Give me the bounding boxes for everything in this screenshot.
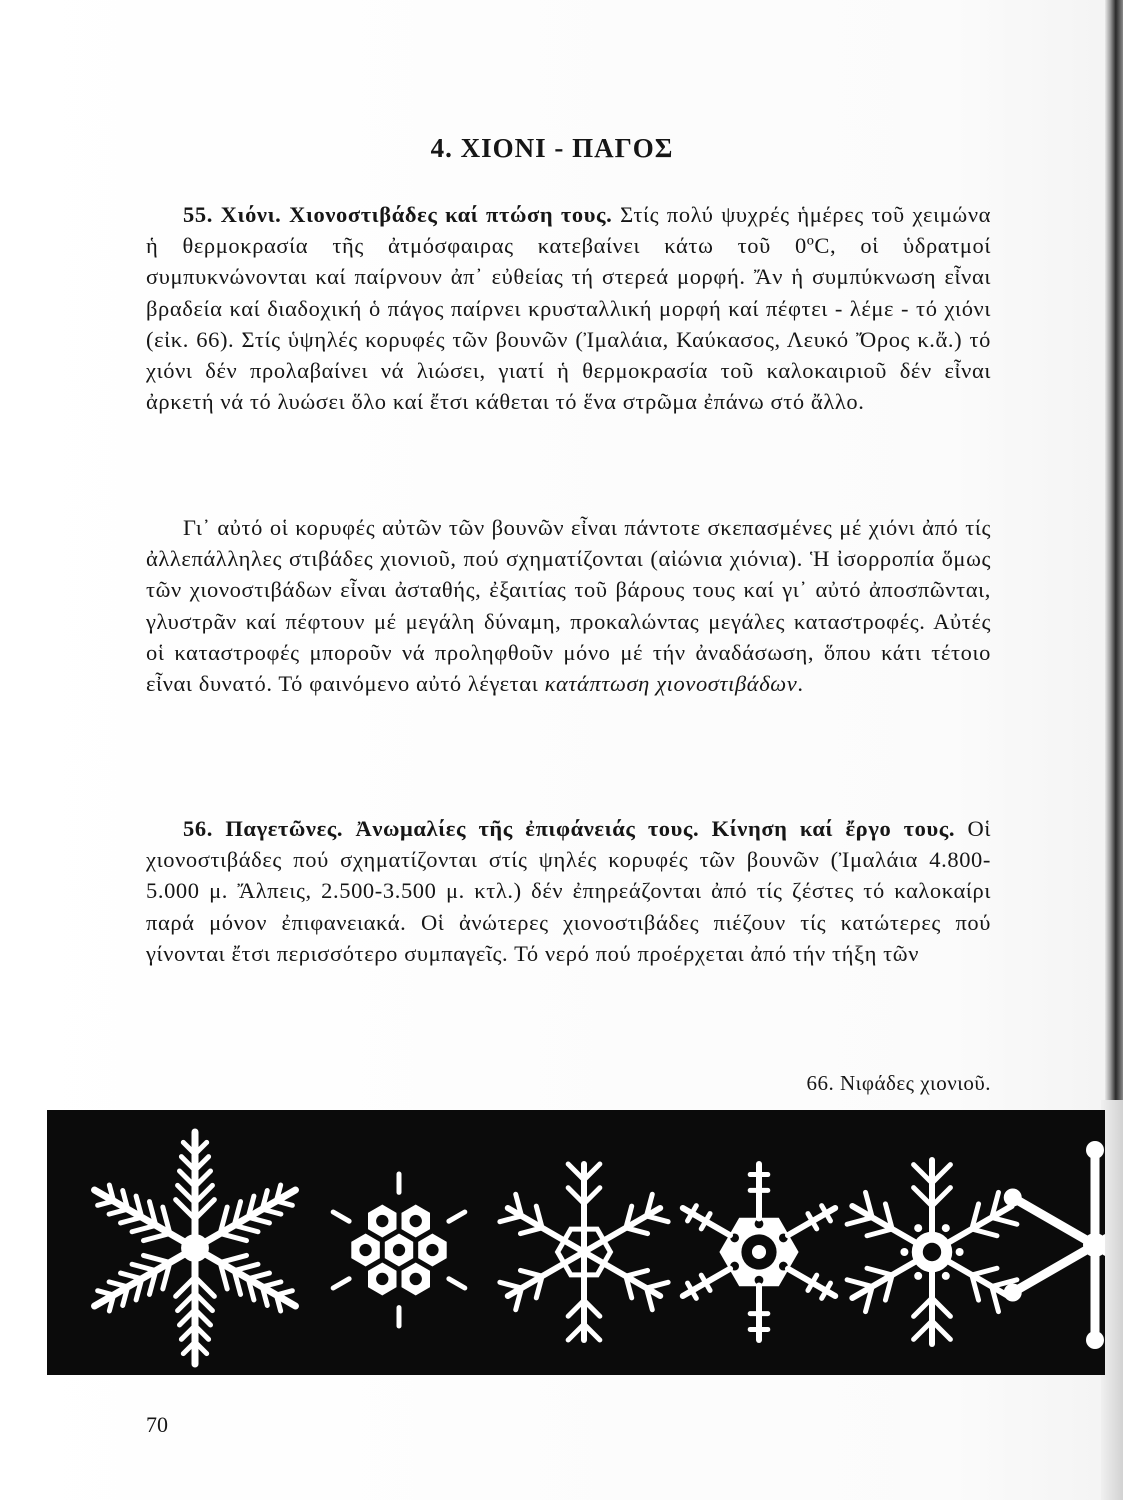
- section-55-text: Στίς πολύ ψυχρές ἡμέρες τοῦ χειμώνα ἡ θερμοκρασία τῆς ἀτμόσφαιρας κατεβαίνει κάτω τοῦ 0ºC, οἱ ὑδρατμοί συμπυκνώνονται καί παίρνουν ἀπ᾽ εὐθείας τή στερεά μορφή. Ἄν ἡ συμπύκνωση εἶναι βραδεία καί διαδοχική ὁ πάγος παίρνει κρυσταλλική μορφή καί πέφτει - λέμε - τό χιόνι (εἰκ. 66). Στίς ὑψηλές κορυφές τῶν βουνῶν (Ἰμαλάια, Καύκασος, Λευκό Ὄρος κ.ἄ.) τό χιόνι δέν προλαβαίνει νά λιώσει, γιατί ἡ θερμοκρασία τοῦ καλοκαιριοῦ δέν εἶναι ἀρκετή νά τό λυώσει ὅλο καί ἔτσι κάθεται τό ἕνα στρῶμα ἐπάνω στό ἄλλο.: [146, 202, 991, 415]
- figure-caption: 66. Νιφάδες χιονιοῦ.: [806, 1071, 991, 1095]
- snowflake-1-fern-dendrite: [95, 1132, 296, 1364]
- snowflake-figure: [47, 1110, 1105, 1375]
- paragraph-2-end: .: [797, 671, 804, 697]
- snowflake-6-simple-star-partial: [1004, 1141, 1105, 1349]
- snowflake-5-dotted-stellar: [847, 1160, 1017, 1344]
- section-56-paragraph: [146, 813, 991, 969]
- snowflake-4-sectored-plate: [683, 1164, 835, 1340]
- section-56-text: Οἱ χιονοστιβάδες πού σχηματίζονται στίς ψηλές κορυφές τῶν βουνῶν (Ἰμαλάια 4.800-5.000 μ. Ἄλπεις, 2.500-3.500 μ. κτλ.) δέν ἐπηρεάζονται ἀπό τίς ζέστες τό καλοκαίρι παρά μόνον ἐπιφανειακά. Οἱ ἀνώτερες χιονοστιβάδες πιέζουν τίς κατώτερες πού γίνονται ἔτσι περισσότερο συμπαγεῖς. Τό νερό πού προέρχεται ἀπό τήν τήξη τῶν: [146, 816, 991, 966]
- section-55-heading: Χιόνι. Χιονοστιβάδες καί πτώση τους.: [220, 202, 613, 227]
- paragraph-2: [146, 512, 991, 699]
- snowflake-3-stellar-dendrite: [500, 1164, 668, 1340]
- snowflake-illustration: [47, 1110, 1105, 1375]
- section-56-number: 56.: [183, 816, 213, 841]
- snowflake-2-hexagonal-plates: [333, 1174, 465, 1326]
- section-55-number: 55.: [183, 202, 213, 227]
- page-edge-shadow: [1105, 0, 1123, 1100]
- page-number: 70: [146, 1412, 168, 1437]
- section-56-heading: Παγετῶνες. Ἀνωμαλίες τῆς ἐπιφάνειάς τους. Κίνηση καί ἔργο τους.: [225, 816, 956, 841]
- paragraph-2-emphasis: κατάπτωση χιονοστιβάδων: [544, 671, 798, 697]
- section-55-paragraph: [146, 199, 991, 417]
- paragraph-2-text: Γι᾽ αὐτό οἱ κορυφές αὐτῶν τῶν βουνῶν εἶναι πάντοτε σκεπασμένες μέ χιόνι ἀπό τίς ἀλλεπάλληλες στιβάδες χιονιοῦ, πού σχηματίζονται (αἰώνια χιόνια). Ἡ ἰσορροπία ὅμως τῶν χιονοστιβάδων εἶναι ἀσταθής, ἐξαιτίας τοῦ βάρους τους καί γι᾽ αὐτό ἀποσπῶνται, γλυστρᾶν καί πέφτουν μέ μεγάλη δύναμη, προκαλώντας μεγάλες καταστροφές. Αὐτές οἱ καταστροφές μποροῦν νά προληφθοῦν μόνο μέ τήν ἀναδάσωση, ὅπου κάτι τέτοιο εἶναι δυνατό. Τό φαινόμενο αὐτό λέγεται: [146, 515, 991, 697]
- chapter-title: 4. ΧΙΟΝΙ - ΠΑΓΟΣ: [430, 133, 674, 163]
